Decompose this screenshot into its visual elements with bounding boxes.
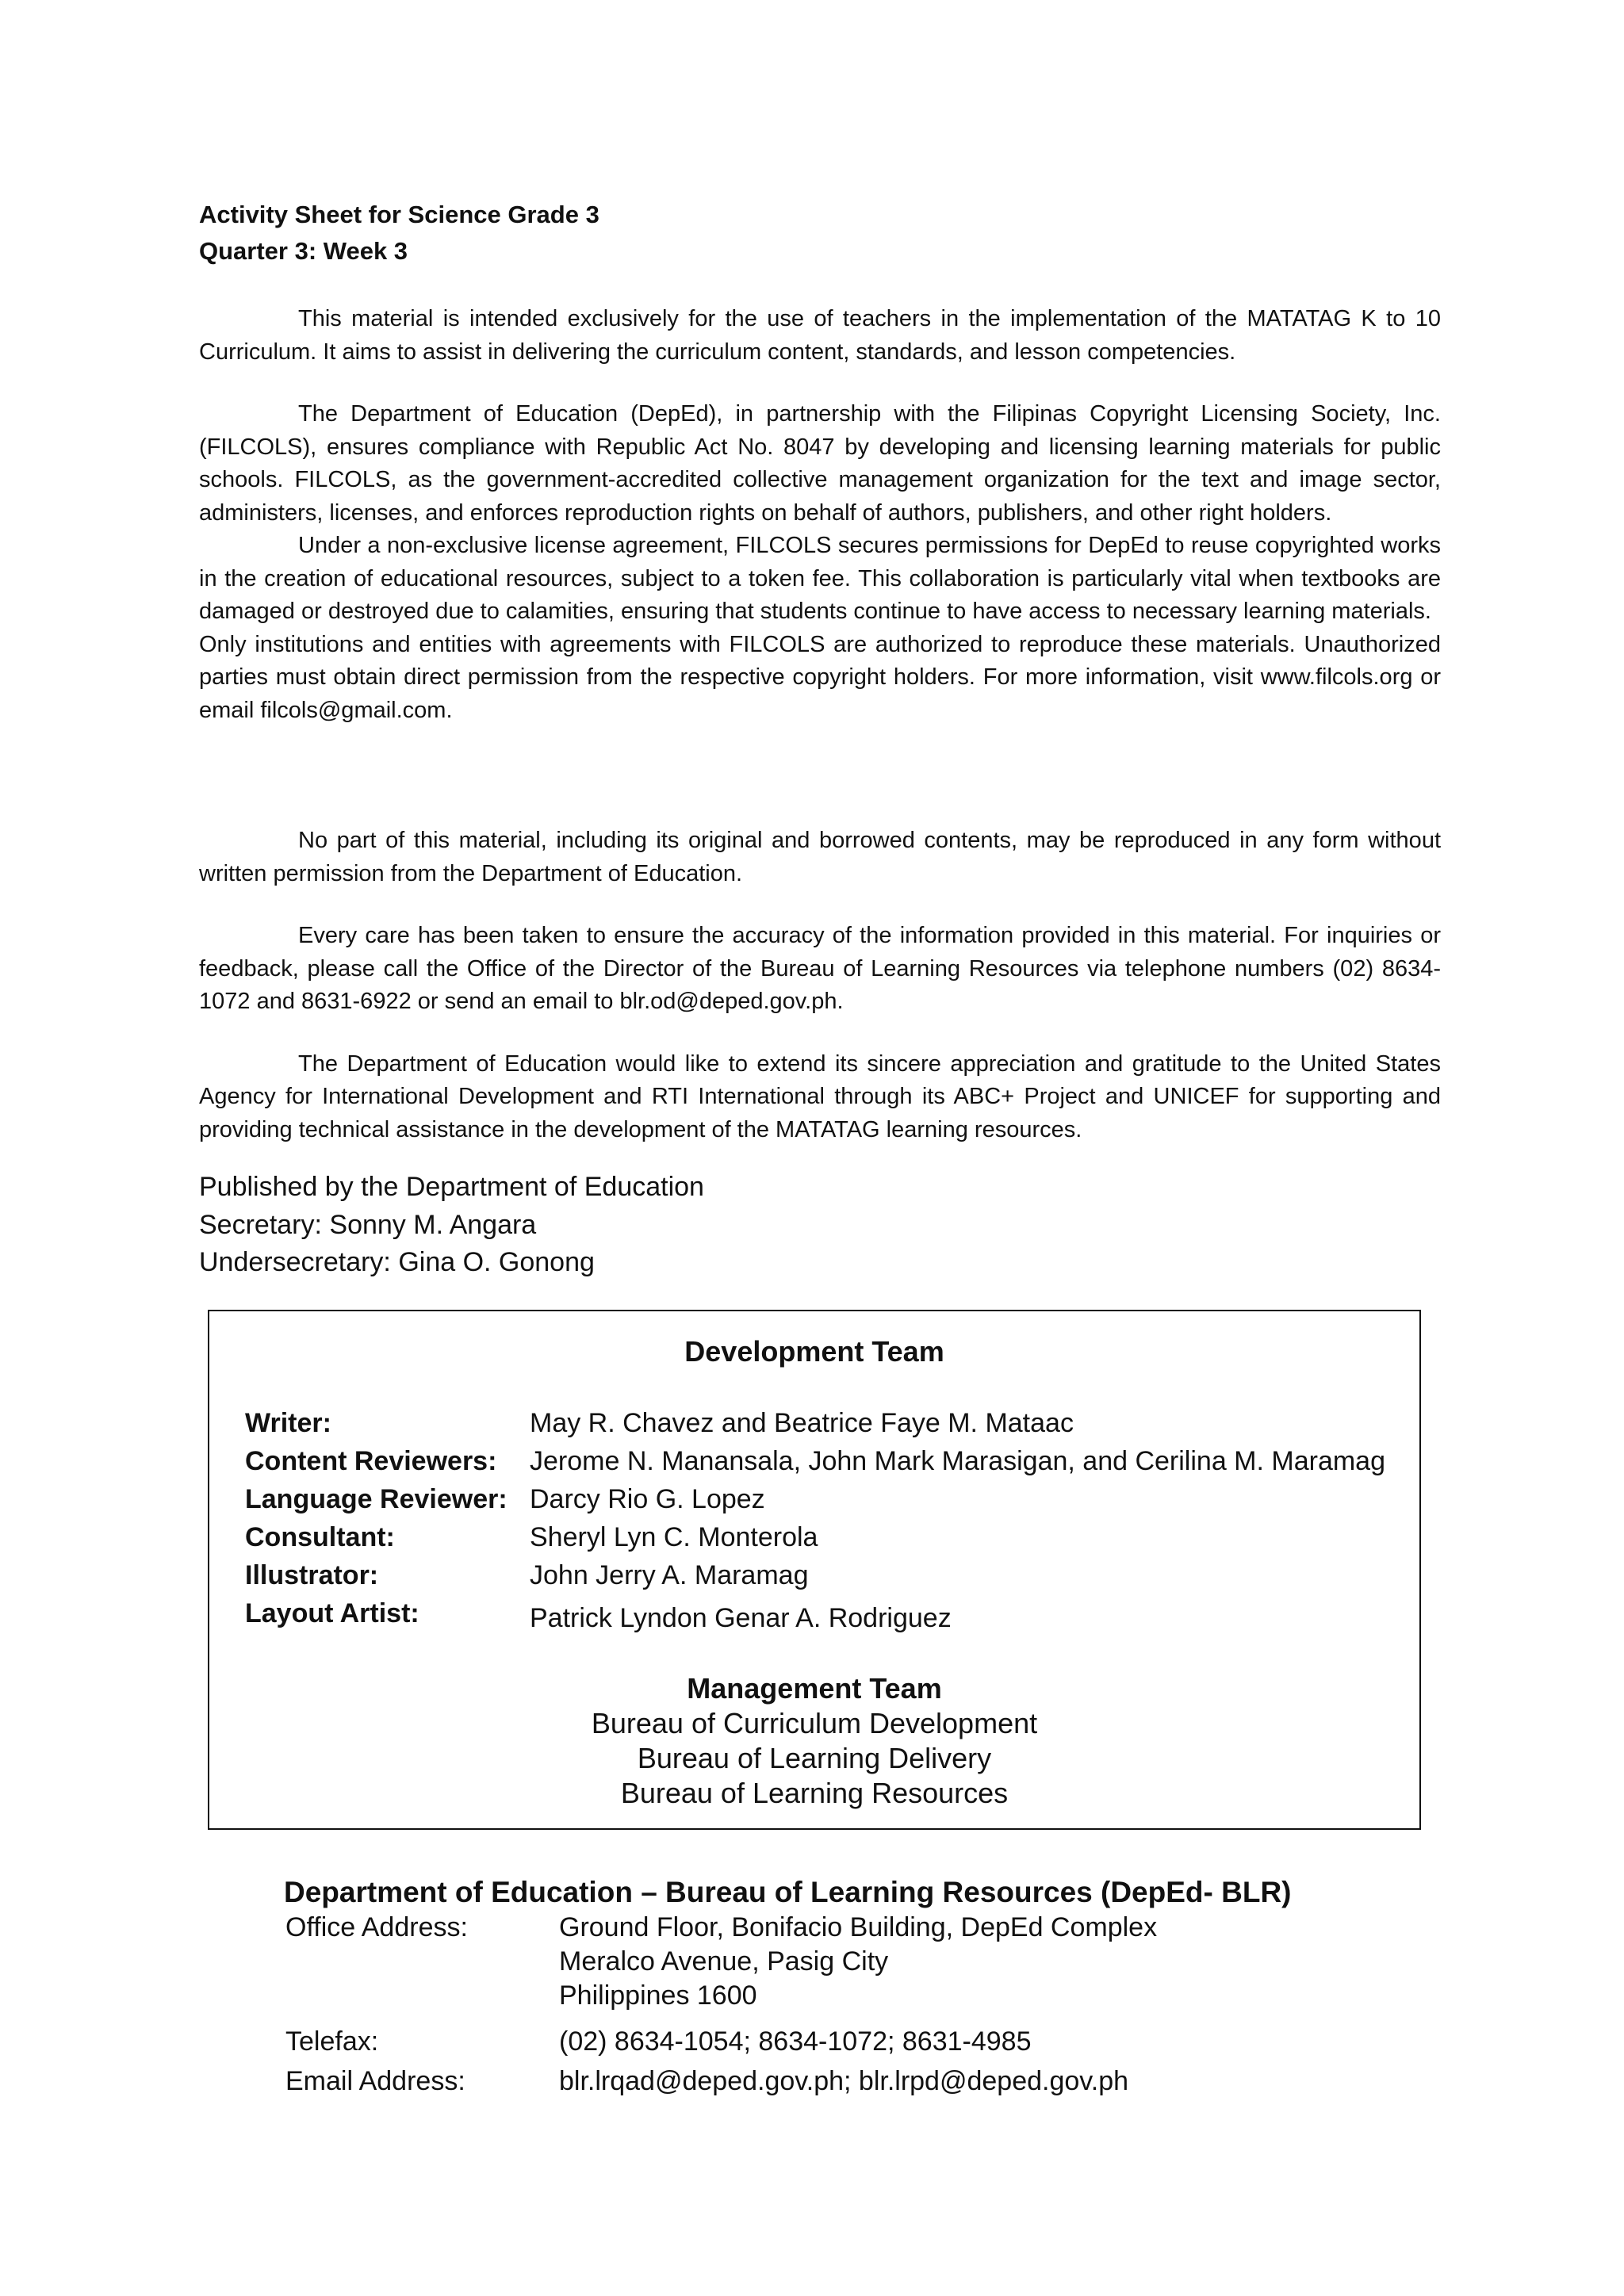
paragraph-intended-use: This material is intended exclusively for the use of teachers in the implementation of the MATATAG K to 10 Curriculum. It aims to assist in delivering the curriculum content, standards, and lesson competencies.	[199, 306, 1441, 365]
team-member-name: Darcy Rio G. Lopez	[530, 1484, 765, 1514]
team-role: Consultant:	[245, 1522, 395, 1552]
office-address-line: Ground Floor, Bonifacio Building, DepEd Complex	[559, 1912, 1158, 1942]
management-team-title: Management Team	[687, 1672, 942, 1705]
management-unit: Bureau of Curriculum Development	[591, 1707, 1038, 1739]
office-address-line: Philippines 1600	[559, 1980, 757, 2011]
publisher-info	[199, 1169, 704, 1282]
team-member-name: John Jerry A. Maramag	[530, 1560, 809, 1590]
telefax-numbers: (02) 8634-1054; 8634-1072; 8631-4985	[559, 2026, 1032, 2057]
email-addresses: blr.lrqad@deped.gov.ph; blr.lrpd@deped.gov.ph	[559, 2066, 1129, 2096]
paragraph-authorized-reproduction: Only institutions and entities with agreements with FILCOLS are authorized to reproduce these materials. Unauthorized parties must obtain direct permission from the respective copyright holders. For more information, visit www.filcols.org or email filcols@gmail.com.	[199, 631, 1441, 723]
paragraph-acknowledgement: The Department of Education would like to extend its sincere appreciation and gratitude to the United States Agency for International Development and RTI International through its ABC+ Project and UNICEF for supporting and providing technical assistance in the development of the MATATAG learning resources.	[199, 1050, 1441, 1142]
paragraph-license-agreement: Under a non-exclusive license agreement, FILCOLS secures permissions for DepEd to reuse copyrighted works in the creation of educational resources, subject to a token fee. This collaboration is particularly vital when textbooks are damaged or destroyed due to calamities, ensuring that students continue to have access to necessary learning materials.	[199, 533, 1441, 624]
team-role: Content Reviewers:	[245, 1446, 497, 1476]
document-heading	[199, 197, 599, 270]
paragraph-filcols-partnership: The Department of Education (DepEd), in partnership with the Filipinas Copyright Licensing Society, Inc. (FILCOLS), ensures compliance with Republic Act No. 8047 by developing and licensing learning materials for public schools. FILCOLS, as the government-accredited collective management organization for the text and image sector, administers, licenses, and enforces reproduction rights on behalf of authors, publishers, and other right holders.	[199, 401, 1441, 526]
team-role: Writer:	[245, 1408, 331, 1438]
notice-text-block-2	[199, 825, 1441, 1146]
paragraph-no-reproduction: No part of this material, including its original and borrowed contents, may be reproduced in any form without written permission from the Department of Education.	[199, 828, 1441, 886]
document-subtitle: Quarter 3: Week 3	[199, 237, 408, 265]
team-role: Layout Artist:	[245, 1598, 419, 1628]
secretary-line: Secretary: Sonny M. Angara	[199, 1209, 537, 1240]
paragraph-inquiries: Every care has been taken to ensure the accuracy of the information provided in this material. For inquiries or feedback, please call the Office of the Director of the Bureau of Learning Resources via telephone numbers (02) 8634-1072 and 8631-6922 or send an email to blr.od@deped.gov.ph.	[199, 923, 1441, 1014]
team-role: Language Reviewer:	[245, 1484, 508, 1514]
development-team-title: Development Team	[684, 1335, 944, 1368]
document-title: Activity Sheet for Science Grade 3	[199, 201, 599, 228]
office-address-line: Meralco Avenue, Pasig City	[559, 1946, 889, 1976]
management-unit: Bureau of Learning Resources	[620, 1777, 1009, 1809]
team-member-name: May R. Chavez and Beatrice Faye M. Mataac	[530, 1408, 1074, 1438]
team-member-name: Sheryl Lyn C. Monterola	[530, 1522, 818, 1552]
notice-text-block-1	[199, 303, 1441, 727]
office-title: Department of Education – Bureau of Learning Resources (DepEd- BLR)	[284, 1876, 1292, 1908]
team-member-name: Patrick Lyndon Genar A. Rodriguez	[530, 1603, 952, 1633]
undersecretary-line: Undersecretary: Gina O. Gonong	[199, 1247, 595, 1277]
development-team-box	[208, 1310, 1421, 1830]
publisher-line: Published by the Department of Education	[199, 1172, 704, 1202]
management-team	[209, 1671, 1419, 1811]
management-unit: Bureau of Learning Delivery	[637, 1742, 992, 1774]
office-address-label: Office Address:	[285, 1912, 468, 1942]
team-role: Illustrator:	[245, 1560, 379, 1590]
telefax-label: Telefax:	[285, 2026, 379, 2057]
team-member-name: Jerome N. Manansala, John Mark Marasigan, and Cerilina M. Maramag	[530, 1446, 1386, 1476]
email-label: Email Address:	[285, 2066, 465, 2096]
